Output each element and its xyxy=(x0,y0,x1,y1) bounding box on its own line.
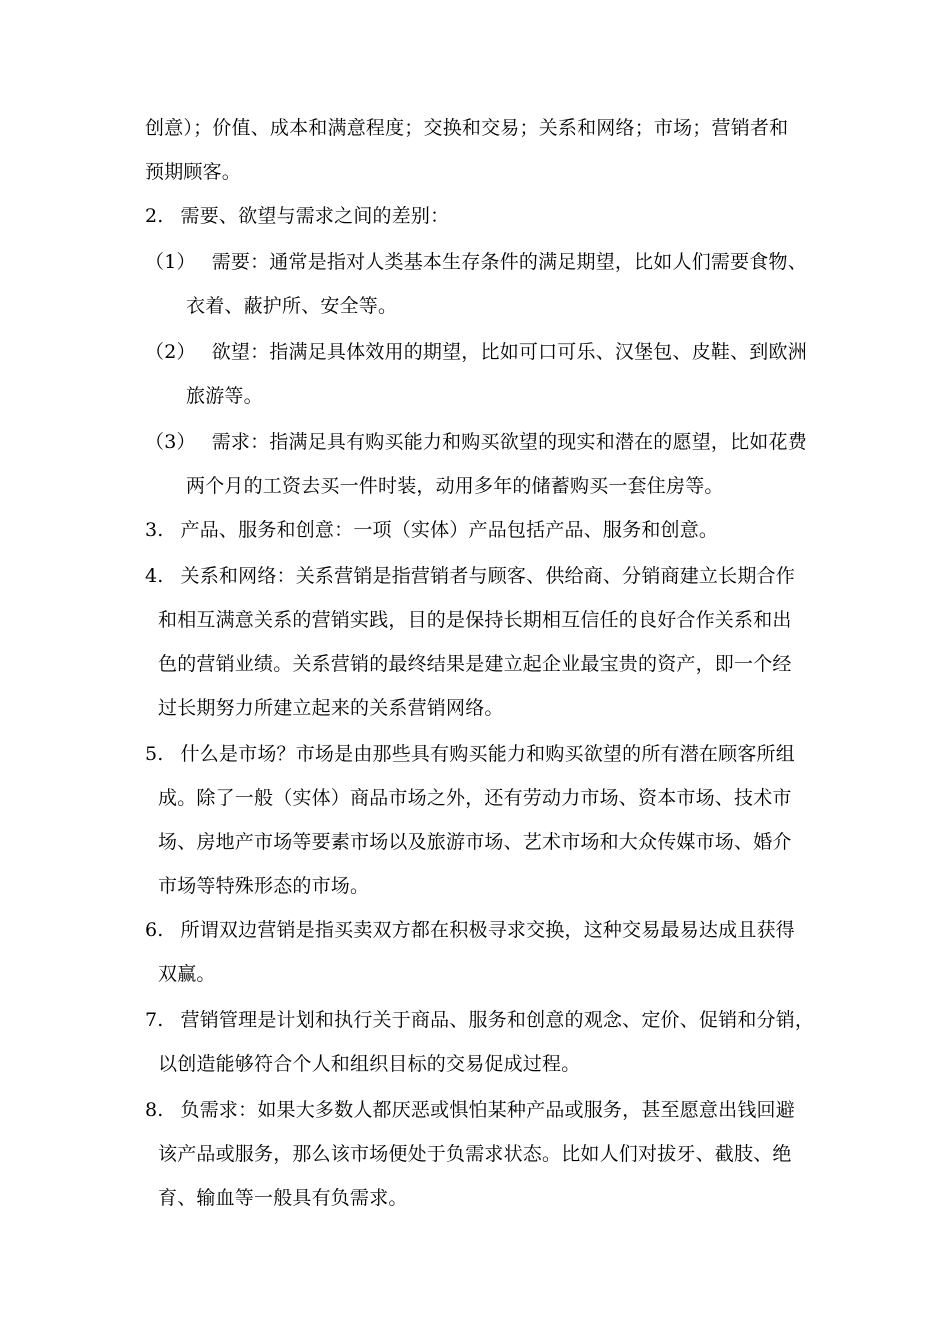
list-item-3 xyxy=(145,518,718,542)
list-item-4-cont-3: 过长期努力所建立起来的关系营销网络。 xyxy=(158,697,504,719)
sub-item-1-cont: 衣着、蔽护所、安全等。 xyxy=(186,295,398,317)
item-number: 4. xyxy=(145,565,164,587)
list-item-8 xyxy=(145,1098,795,1122)
item-text: 营销管理是计划和执行关于商品、服务和创意的观念、定价、促销和分销， xyxy=(180,1009,815,1031)
sub-item-2 xyxy=(145,340,807,364)
item-text: 什么是市场？市场是由那些具有购买能力和购买欲望的所有潜在顾客所组 xyxy=(180,743,795,765)
list-item-8-cont-1: 该产品或服务，那么该市场便处于负需求状态。比如人们对拔牙、截肢、绝 xyxy=(158,1143,792,1165)
list-item-6-cont-1: 双赢。 xyxy=(158,963,216,985)
list-item-4-cont-2: 色的营销业绩。关系营销的最终结果是建立起企业最宝贵的资产，即一个经 xyxy=(158,653,792,675)
item-number: （2） xyxy=(145,341,196,363)
item-number: 2. xyxy=(145,205,164,227)
item-text: 欲望：指满足具体效用的期望，比如可口可乐、汉堡包、皮鞋、到欧洲 xyxy=(211,341,807,363)
list-item-4-cont-1: 和相互满意关系的营销实践，目的是保持长期相互信任的良好合作关系和出 xyxy=(158,609,792,631)
sub-item-3-cont: 两个月的工资去买一件时装，动用多年的储蓄购买一套住房等。 xyxy=(186,475,724,497)
intro-line-1: 创意）；价值、成本和满意程度；交换和交易；关系和网络；市场；营销者和 xyxy=(145,117,789,139)
intro-line-2: 预期顾客。 xyxy=(145,161,242,183)
list-item-2 xyxy=(145,204,449,228)
item-text: 关系和网络：关系营销是指营销者与顾客、供给商、分销商建立长期合作 xyxy=(180,565,795,587)
list-item-5-cont-2: 场、房地产市场等要素市场以及旅游市场、艺术市场和大众传媒市场、婚介 xyxy=(158,831,792,853)
item-text: 需要、欲望与需求之间的差别： xyxy=(180,205,450,227)
sub-item-1 xyxy=(145,250,807,274)
item-text: 产品、服务和创意：一项（实体）产品包括产品、服务和创意。 xyxy=(180,519,719,541)
list-item-8-cont-2: 育、输血等一般具有负需求。 xyxy=(158,1187,408,1209)
sub-item-3 xyxy=(145,430,807,454)
list-item-5-cont-1: 成。除了一般（实体）商品市场之外，还有劳动力市场、资本市场、技术市 xyxy=(158,787,792,809)
item-number: 8. xyxy=(145,1099,164,1121)
item-number: （3） xyxy=(145,431,196,453)
item-number: 5. xyxy=(145,743,164,765)
item-text: 需求：指满足具有购买能力和购买欲望的现实和潜在的愿望，比如花费 xyxy=(211,431,807,453)
sub-item-2-cont: 旅游等。 xyxy=(186,385,263,407)
item-number: 7. xyxy=(145,1009,164,1031)
item-text: 所谓双边营销是指买卖双方都在积极寻求交换，这种交易最易达成且获得 xyxy=(180,919,795,941)
list-item-7 xyxy=(145,1008,814,1032)
item-number: 6. xyxy=(145,919,164,941)
item-text: 需要：通常是指对人类基本生存条件的满足期望，比如人们需要食物、 xyxy=(211,251,807,273)
list-item-5-cont-3: 市场等特殊形态的市场。 xyxy=(158,875,370,897)
list-item-4 xyxy=(145,564,795,588)
list-item-7-cont-1: 以创造能够符合个人和组织目标的交易促成过程。 xyxy=(158,1053,581,1075)
list-item-5 xyxy=(145,742,795,766)
item-number: 3. xyxy=(145,519,164,541)
list-item-6 xyxy=(145,918,795,942)
item-number: （1） xyxy=(145,251,196,273)
item-text: 负需求：如果大多数人都厌恶或惧怕某种产品或服务，甚至愿意出钱回避 xyxy=(180,1099,795,1121)
